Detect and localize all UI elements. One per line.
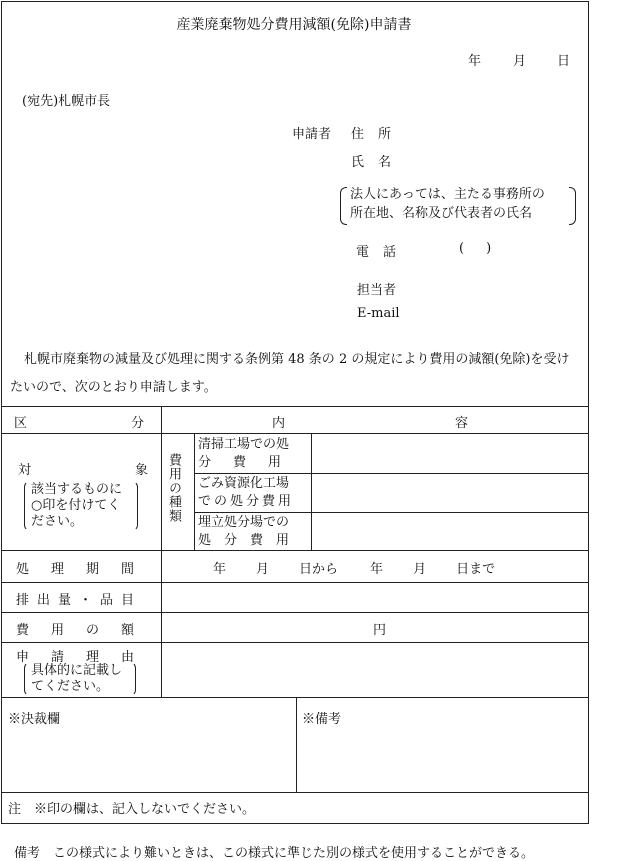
phone-area-code-field[interactable] [459, 241, 491, 256]
table-line [194, 512, 589, 513]
table-line [194, 433, 195, 550]
name-label: 氏名 [351, 155, 406, 170]
fee-option-line2: 処分費用 [198, 533, 303, 548]
fee-option-line1: 清掃工場での処 [198, 437, 290, 452]
fee-label: 費用の額 [16, 623, 157, 638]
table-line [1, 642, 589, 643]
target-label: 対象 [18, 463, 253, 478]
header-content-text: 内容 [272, 416, 638, 431]
phone-label: 電話 [356, 245, 411, 260]
fee-option-line1: 埋立処分場での [198, 515, 290, 530]
reason-note [24, 662, 136, 696]
fee-option-landfill[interactable] [198, 514, 302, 550]
fee-option-line1: ごみ資源化工場 [198, 476, 290, 491]
addressee: (宛先)札幌市長 [22, 94, 111, 109]
header-content [272, 412, 638, 431]
corporate-note-line1: 法人にあっては、主たる事務所の [350, 187, 545, 202]
header-category-text: 区分 [14, 416, 249, 431]
decision-label: ※決裁欄 [8, 712, 61, 727]
emission-field[interactable] [163, 584, 587, 610]
table-line [1, 406, 589, 407]
table-line [1, 612, 589, 613]
bracket-left [340, 187, 347, 225]
form-title: 産業廃棄物処分費用減額(免除)申請書 [176, 17, 412, 33]
period-label: 処理期間 [16, 562, 157, 577]
phone-paren-open: ( [459, 241, 465, 256]
table-line [1, 792, 589, 793]
table-line [1, 697, 589, 698]
reason-label: 申請理由 [16, 650, 157, 665]
period-month2: 月 [413, 562, 427, 577]
form-remarks: 備考 この様式により難いときは、この様式に準じた別の様式を使用することができる。 [14, 846, 535, 861]
remarks-cell-label: ※備考 [302, 712, 342, 727]
fee-option-line2: での処分費用 [198, 494, 295, 509]
period-year: 年 [213, 562, 227, 577]
applicant-label: 申請者 [292, 127, 332, 142]
date-day-label: 日 [557, 54, 571, 69]
period-month: 月 [256, 562, 270, 577]
fee-type-label: 費用の種類 [166, 453, 181, 523]
period-year2: 年 [370, 562, 384, 577]
period-from: 日から [299, 562, 339, 577]
fee-option-recycling[interactable] [198, 475, 294, 511]
target-note [24, 481, 138, 531]
reason-field[interactable] [163, 644, 587, 695]
period-field[interactable] [213, 558, 495, 577]
bracket-right [569, 187, 576, 225]
table-line [161, 406, 162, 697]
table-line [311, 433, 312, 550]
corporate-note [342, 185, 572, 223]
phone-paren-close: ) [486, 241, 492, 256]
email-label: E-mail [357, 306, 400, 321]
table-line [1, 582, 589, 583]
intro-text: 札幌市廃棄物の減量及び処理に関する条例第 48 条の 2 の規定により費用の減額(免除)を受けたいので、次のとおり申請します。 [10, 352, 570, 395]
fee-option-line2: 分費用 [198, 455, 304, 470]
address-label: 住所 [351, 127, 406, 142]
reason-note-text: 具体的に記載してください。 [31, 663, 123, 694]
date-month-label: 月 [513, 54, 527, 69]
table-line [1, 550, 589, 551]
period-to: 日まで [456, 562, 496, 577]
corporate-note-line2: 所在地、名称及び代表者の氏名 [350, 206, 533, 221]
header-category [14, 412, 249, 431]
person-in-charge-label: 担当者 [357, 283, 397, 298]
target-note-text: 該当するものに○印を付けてください。 [31, 482, 123, 529]
emission-label: 排出量・品目 [16, 593, 143, 608]
date-year-label: 年 [468, 54, 482, 69]
fee-unit: 円 [373, 623, 387, 638]
fee-option-incinerator[interactable] [198, 436, 303, 472]
footer-note: 注 ※印の欄は、記入しないでください。 [8, 802, 256, 817]
table-line [296, 697, 297, 792]
table-line [194, 473, 589, 474]
table-line [1, 433, 589, 434]
